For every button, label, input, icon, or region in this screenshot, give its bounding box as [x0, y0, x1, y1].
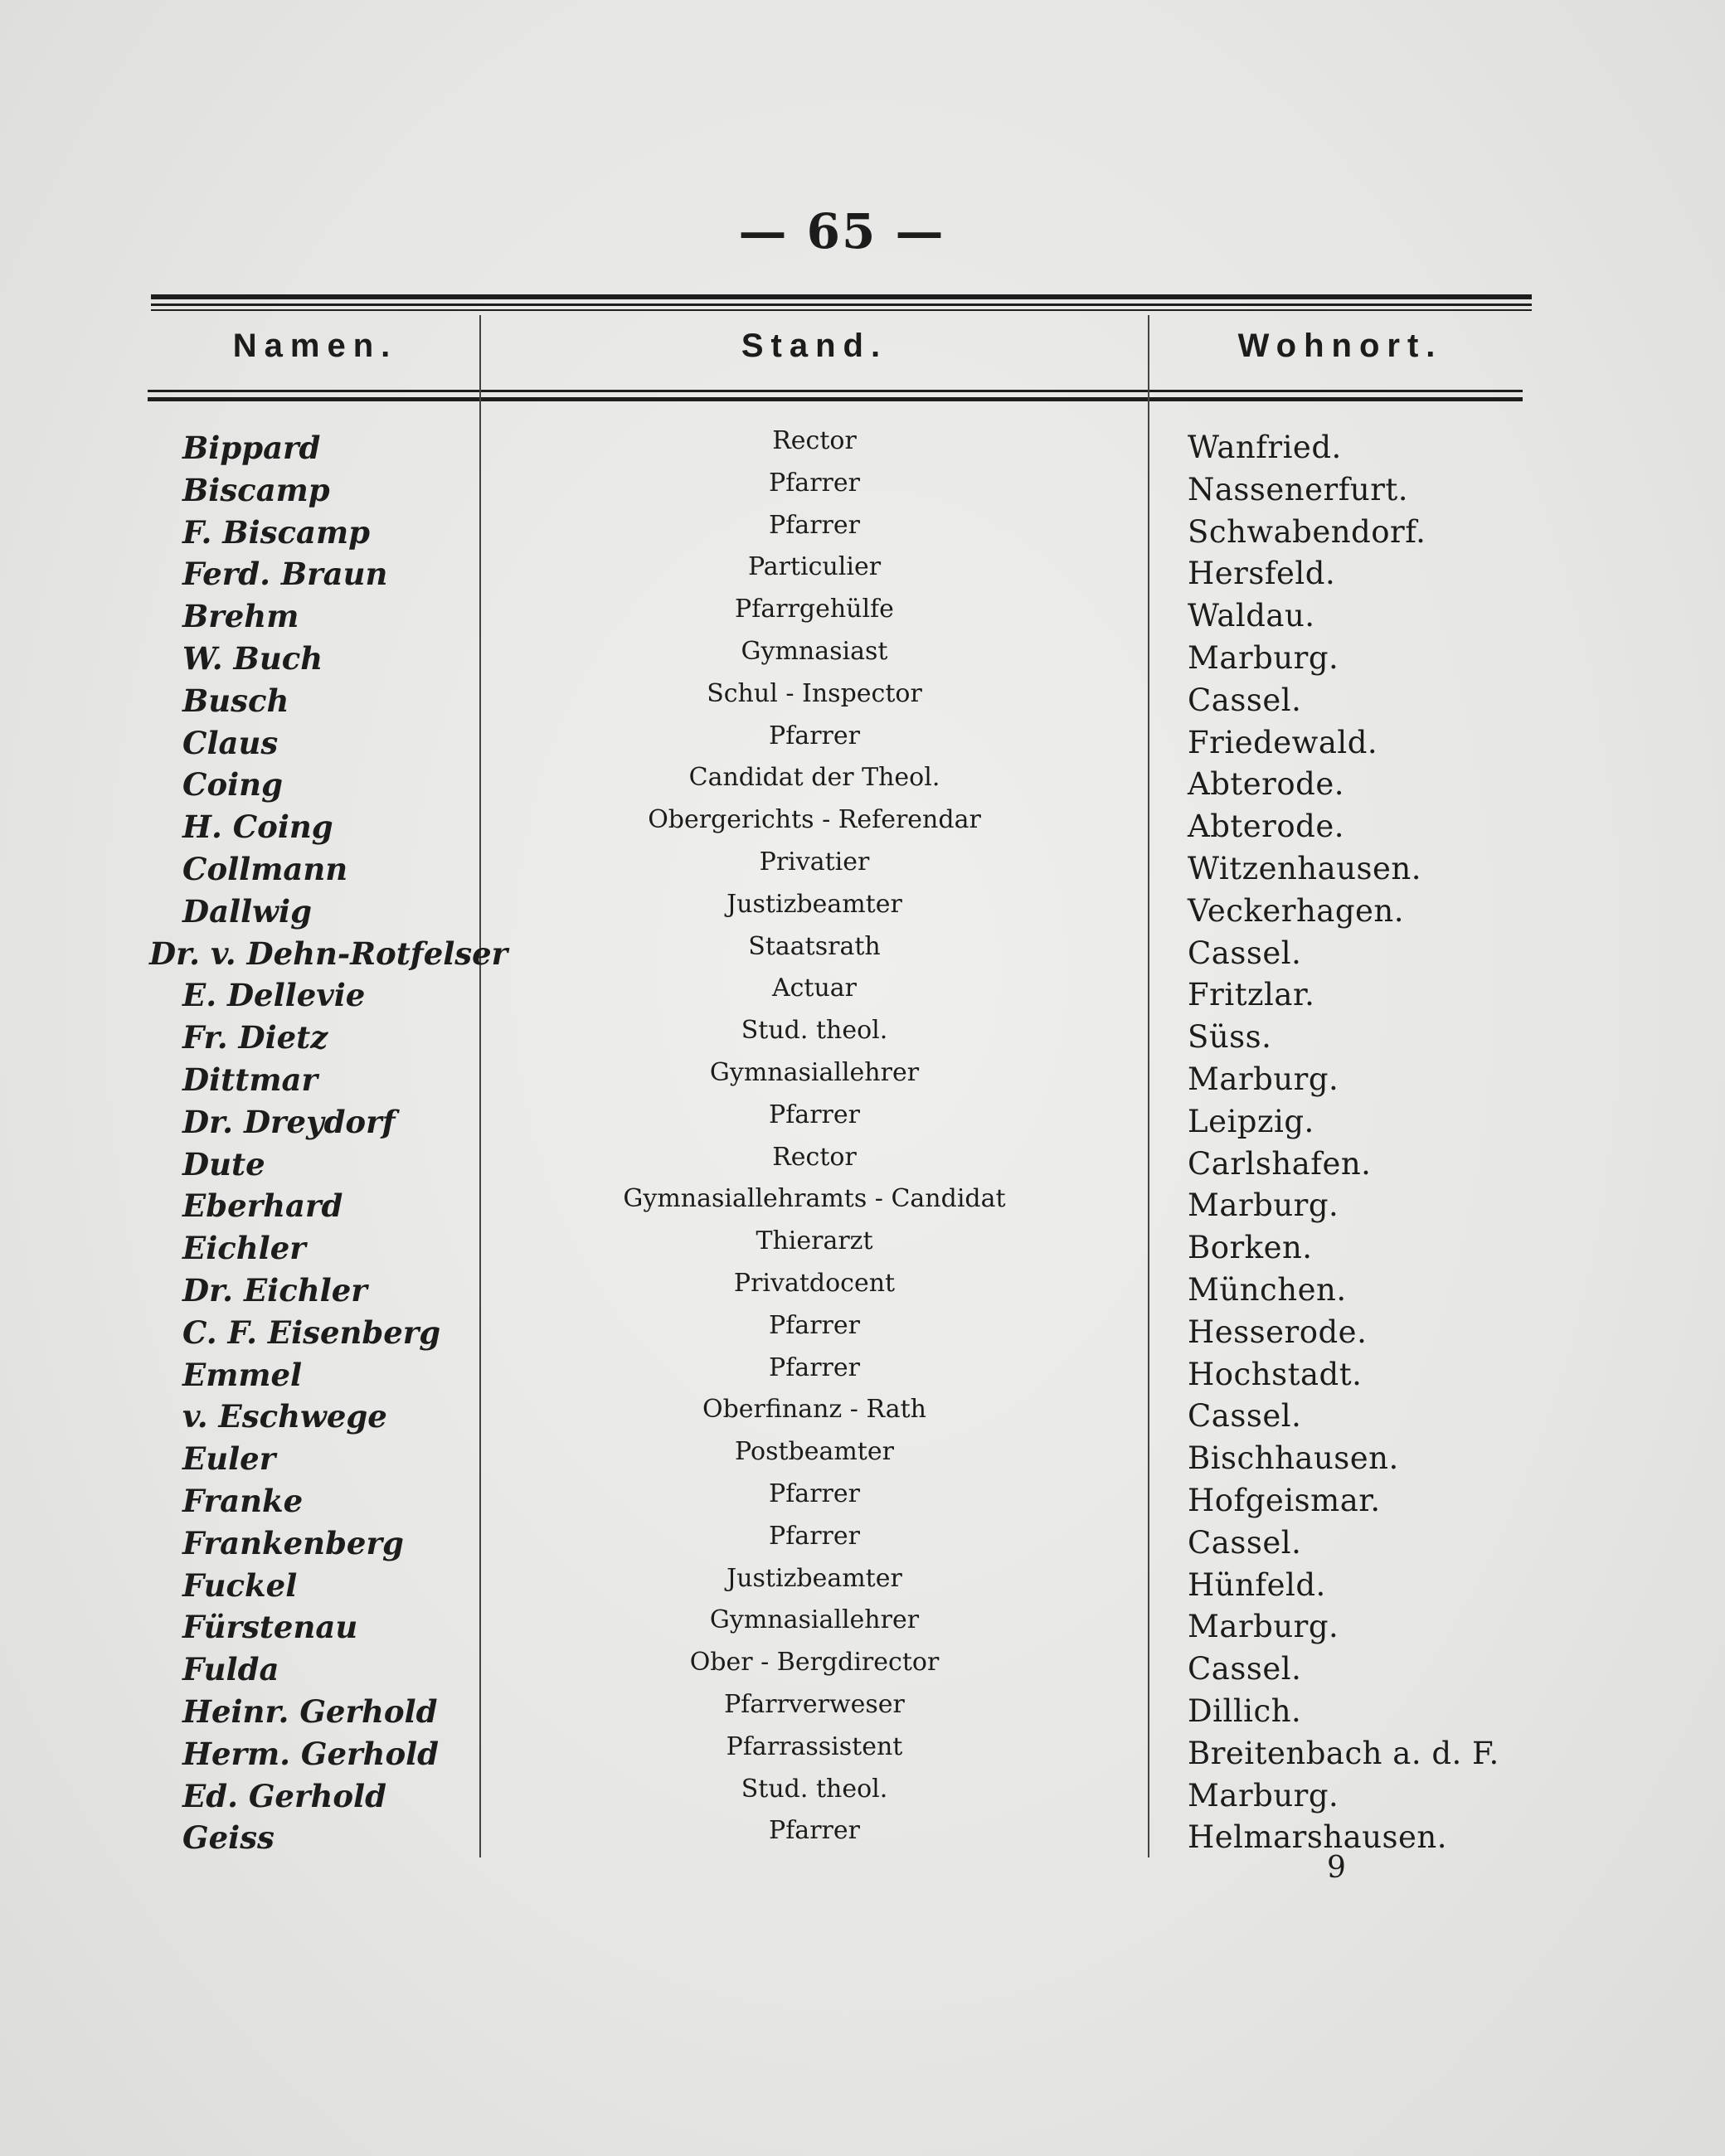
entry-stand: Oberfinanz - Rath	[702, 1395, 926, 1425]
entry-wohnort: Bischhausen.	[1188, 1440, 1399, 1477]
entry-name: Busch	[182, 682, 289, 719]
entry-wohnort: Marburg.	[1188, 1777, 1339, 1814]
entry-name: Biscamp	[182, 471, 330, 508]
entry-name: Ed. Gerhold	[182, 1777, 386, 1814]
entry-name: Claus	[182, 724, 279, 761]
entry-name: Brehm	[182, 598, 299, 635]
entry-wohnort: Dillich.	[1188, 1692, 1302, 1729]
entry-name: Eberhard	[182, 1187, 343, 1225]
column-header-names: Namen.	[232, 328, 398, 364]
entry-wohnort: Schwabendorf.	[1188, 513, 1426, 550]
entry-stand: Stud. theol.	[741, 1774, 888, 1804]
entry-name: H. Coing	[182, 808, 333, 846]
entry-wohnort: Marburg.	[1188, 1187, 1339, 1224]
entry-wohnort: Abterode.	[1188, 766, 1344, 803]
entry-name: W. Buch	[182, 639, 323, 677]
entry-name: Heinr. Gerhold	[182, 1692, 438, 1730]
entry-wohnort: Marburg.	[1188, 639, 1339, 676]
entry-stand: Schul - Inspector	[707, 678, 922, 708]
top-rule-thick	[151, 294, 1532, 299]
entry-name: F. Biscamp	[182, 513, 370, 551]
entry-wohnort: Marburg.	[1188, 1061, 1339, 1097]
entry-wohnort: Wanfried.	[1188, 430, 1342, 465]
entry-wohnort: Cassel.	[1188, 682, 1302, 718]
entry-name: E. Dellevie	[182, 977, 366, 1014]
entry-stand: Pfarrer	[769, 1100, 860, 1129]
entry-name: Dittmar	[182, 1061, 318, 1098]
entry-stand: Pfarrer	[769, 1816, 860, 1846]
entry-wohnort: Hersfeld.	[1188, 556, 1336, 592]
entry-wohnort: Cassel.	[1188, 1524, 1302, 1561]
entry-name: Collmann	[182, 850, 348, 887]
entry-stand: Rector	[772, 426, 857, 455]
entry-wohnort: Helmarshausen.	[1188, 1819, 1448, 1856]
header-rule-thin	[148, 390, 1523, 392]
entry-stand: Gymnasiallehrer	[709, 1057, 920, 1087]
entry-stand: Pfarrer	[769, 1352, 860, 1382]
entry-stand: Actuar	[771, 974, 858, 1003]
entry-stand: Thierarzt	[756, 1226, 873, 1256]
entry-stand: Pfarrer	[769, 721, 860, 750]
entry-stand: Candidat der Theol.	[688, 763, 940, 793]
entry-stand: Pfarrer	[769, 1310, 860, 1340]
entry-wohnort: Hochstadt.	[1188, 1356, 1363, 1392]
entry-wohnort: Cassel.	[1188, 1398, 1302, 1435]
entry-stand: Stud. theol.	[741, 1016, 888, 1046]
entry-name: Herm. Gerhold	[182, 1735, 440, 1772]
entry-name: Euler	[182, 1440, 276, 1478]
entry-wohnort: Cassel.	[1188, 1651, 1302, 1687]
entry-name: v. Eschwege	[182, 1398, 387, 1435]
header-rule-thick	[148, 397, 1523, 401]
entry-name: Eichler	[182, 1230, 306, 1267]
column-header-stand: Stand.	[741, 328, 888, 364]
entry-stand: Particulier	[747, 552, 882, 582]
entry-stand: Obergerichts - Referendar	[648, 805, 981, 835]
entry-name: C. F. Eisenberg	[182, 1314, 441, 1351]
entry-stand: Gymnasiast	[741, 636, 888, 666]
entry-name: Coing	[182, 766, 283, 804]
register-table	[0, 427, 1725, 1859]
table-row	[0, 1817, 1725, 1859]
column-header-wohnort: Wohnort.	[1237, 328, 1443, 364]
entry-name: Franke	[182, 1482, 304, 1519]
entry-stand: Postbeamter	[735, 1437, 894, 1467]
entry-stand: Ober - Bergdirector	[689, 1648, 940, 1678]
entry-wohnort: Süss.	[1188, 1019, 1272, 1056]
printer-signature-mark: 9	[1327, 1851, 1346, 1885]
entry-wohnort: Leipzig.	[1188, 1103, 1314, 1139]
entry-stand: Pfarrassistent	[726, 1731, 903, 1761]
entry-stand: Pfarrer	[769, 1521, 860, 1551]
entry-wohnort: Hofgeismar.	[1188, 1482, 1381, 1518]
entry-wohnort: Borken.	[1188, 1230, 1313, 1266]
top-rule-hair	[151, 309, 1532, 311]
entry-wohnort: Breitenbach a. d. F.	[1188, 1735, 1499, 1771]
entry-stand: Justizbeamter	[726, 1563, 902, 1593]
entry-wohnort: Witzenhausen.	[1188, 850, 1421, 886]
entry-name: Dr. v. Dehn-Rotfelser	[149, 935, 508, 972]
entry-stand: Justizbeamter	[726, 889, 902, 919]
entry-wohnort: Veckerhagen.	[1188, 892, 1405, 929]
entry-name: Fuckel	[182, 1566, 298, 1604]
entry-name: Fr. Dietz	[182, 1019, 328, 1056]
entry-name: Emmel	[182, 1356, 303, 1393]
page-number: — 65 —	[738, 203, 945, 260]
entry-stand: Pfarrgehülfe	[735, 595, 894, 624]
entry-stand: Gymnasiallehrer	[709, 1605, 920, 1635]
entry-wohnort: Marburg.	[1188, 1609, 1339, 1645]
entry-wohnort: München.	[1188, 1271, 1347, 1308]
entry-wohnort: Friedewald.	[1188, 724, 1378, 760]
entry-stand: Staatsrath	[748, 931, 881, 961]
entry-stand: Privatier	[759, 847, 870, 876]
entry-stand: Privatdocent	[733, 1268, 896, 1298]
entry-wohnort: Carlshafen.	[1188, 1145, 1372, 1182]
entry-name: Fürstenau	[182, 1609, 358, 1646]
entry-name: Dr. Dreydorf	[182, 1103, 396, 1140]
entry-name: Dr. Eichler	[182, 1271, 367, 1309]
entry-name: Fulda	[182, 1651, 279, 1688]
entry-name: Geiss	[182, 1819, 275, 1857]
entry-wohnort: Nassenerfurt.	[1188, 471, 1409, 507]
entry-wohnort: Cassel.	[1188, 935, 1302, 971]
entry-wohnort: Hünfeld.	[1188, 1566, 1326, 1603]
entry-stand: Pfarrverweser	[724, 1689, 905, 1719]
entry-stand: Rector	[772, 1142, 857, 1172]
entry-name: Frankenberg	[182, 1524, 404, 1561]
entry-stand: Pfarrer	[769, 1479, 860, 1508]
entry-name: Dallwig	[182, 892, 312, 930]
entry-name: Dute	[182, 1145, 265, 1182]
entry-wohnort: Abterode.	[1188, 808, 1344, 845]
entry-stand: Pfarrer	[769, 510, 860, 540]
entry-wohnort: Fritzlar.	[1188, 977, 1315, 1013]
entry-wohnort: Hesserode.	[1188, 1314, 1368, 1350]
entry-stand: Pfarrer	[769, 468, 860, 498]
entry-stand: Gymnasiallehramts - Candidat	[623, 1184, 1006, 1214]
entry-name: Ferd. Braun	[182, 556, 388, 593]
top-rule-thin	[151, 303, 1532, 306]
entry-name: Bippard	[182, 430, 321, 466]
entry-wohnort: Waldau.	[1188, 598, 1315, 634]
